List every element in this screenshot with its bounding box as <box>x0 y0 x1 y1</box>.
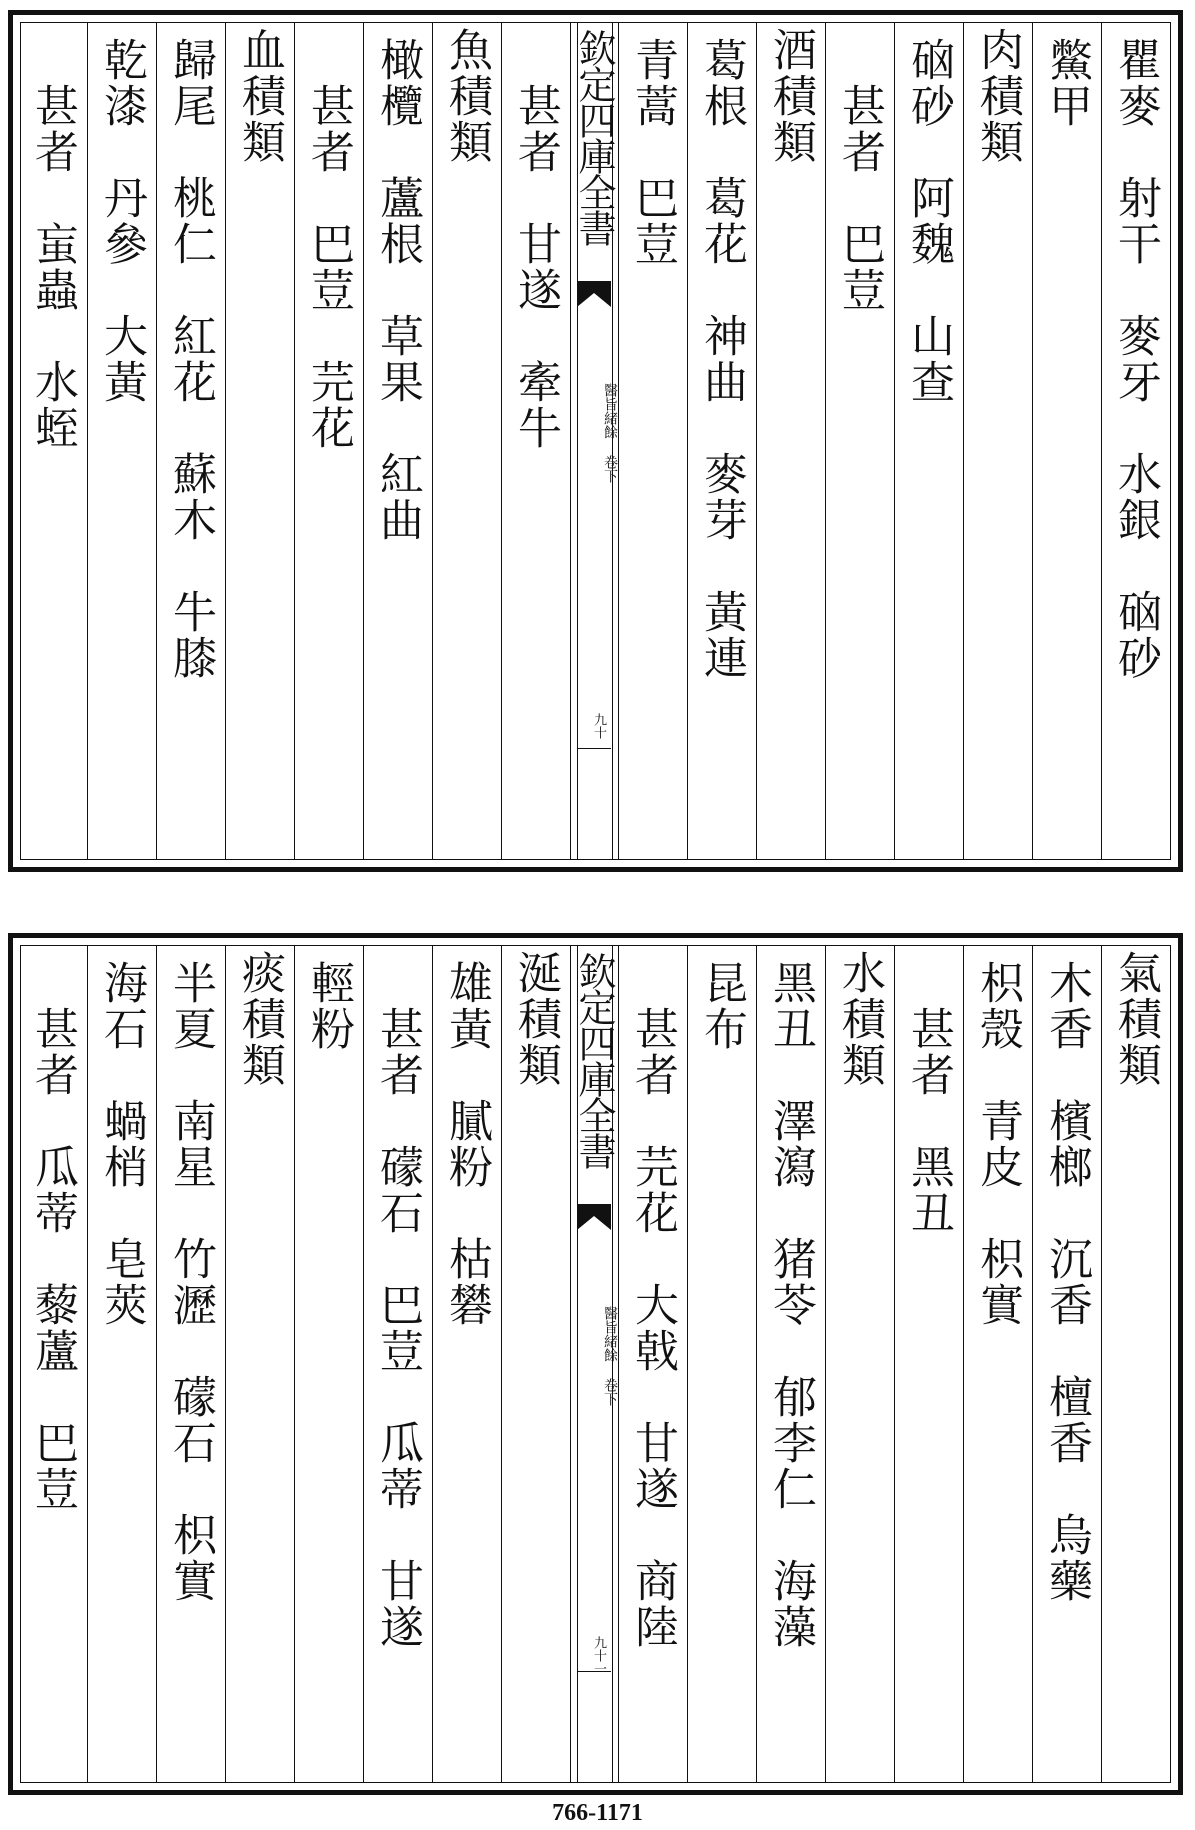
ingredient-line: 甚者 䖟蟲 水蛭 <box>27 83 78 451</box>
text-column <box>894 946 963 1782</box>
text-column <box>363 23 432 859</box>
category-heading: 血積類 <box>234 27 285 165</box>
text-column <box>618 946 687 1782</box>
category-heading: 水積類 <box>834 950 885 1088</box>
center-subtitle: 醫旨緒餘 卷下 <box>602 1306 618 1406</box>
ingredient-line: 甚者 礞石 巴荳 瓜蒂 甘遂 <box>372 1006 423 1650</box>
center-subtitle: 醫旨緒餘 卷下 <box>602 383 618 483</box>
page-bottom <box>8 933 1183 1795</box>
text-column <box>825 23 894 859</box>
center-fold <box>570 23 618 859</box>
text-column <box>432 946 501 1782</box>
text-column <box>294 946 363 1782</box>
ingredient-line: 甚者 巴荳 芫花 <box>303 83 354 451</box>
text-column <box>432 23 501 859</box>
category-heading: 痰積類 <box>234 950 285 1088</box>
ingredient-line: 枳殼 青皮 枳實 <box>972 960 1023 1328</box>
text-column <box>294 23 363 859</box>
folio-number: 九十 <box>591 713 606 739</box>
ingredient-line: 硇砂 阿魏 山查 <box>903 37 954 405</box>
text-column <box>363 946 432 1782</box>
text-column <box>156 23 225 859</box>
folio-rule <box>577 748 611 749</box>
text-column <box>687 23 756 859</box>
fishtail-mark-icon <box>577 281 611 307</box>
category-heading: 涎積類 <box>510 950 561 1088</box>
text-column <box>1101 946 1170 1782</box>
ingredient-line: 半夏 南星 竹瀝 礞石 枳實 <box>165 960 216 1604</box>
text-column <box>618 23 687 859</box>
ingredient-line: 青蒿 巴荳 <box>627 37 678 267</box>
text-column <box>1032 946 1101 1782</box>
ingredient-line: 輕粉 <box>303 960 354 1052</box>
center-title: 欽定四庫全書 <box>572 29 616 245</box>
text-column <box>501 23 570 859</box>
page-caption: 766-1171 <box>552 1800 643 1826</box>
text-columns <box>21 946 1170 1782</box>
ingredient-line: 歸尾 桃仁 紅花 蘇木 牛膝 <box>165 37 216 681</box>
text-column <box>225 23 294 859</box>
text-column <box>756 946 825 1782</box>
text-column <box>18 946 87 1782</box>
page-frame <box>20 22 1171 860</box>
ingredient-line: 甚者 瓜蒂 藜蘆 巴荳 <box>27 1006 78 1512</box>
ingredient-line: 海石 蝸梢 皂莢 <box>96 960 147 1328</box>
text-column <box>1101 23 1170 859</box>
text-columns <box>21 23 1170 859</box>
ingredient-line: 甚者 甘遂 牽牛 <box>510 83 561 451</box>
ingredient-line: 甚者 黑丑 <box>903 1006 954 1236</box>
center-fold <box>570 946 618 1782</box>
category-heading: 氣積類 <box>1110 950 1161 1088</box>
text-column <box>894 23 963 859</box>
folio-rule <box>577 1671 611 1672</box>
text-column <box>501 946 570 1782</box>
ingredient-line: 瞿麥 射干 麥牙 水銀 硇砂 <box>1110 37 1161 681</box>
text-column <box>963 23 1032 859</box>
category-heading: 酒積類 <box>765 27 816 165</box>
text-column <box>825 946 894 1782</box>
text-column <box>756 23 825 859</box>
ingredient-line: 甚者 芫花 大戟 甘遂 商陸 <box>627 1006 678 1650</box>
page-top <box>8 10 1183 872</box>
ingredient-line: 昆布 <box>696 960 747 1052</box>
category-heading: 魚積類 <box>441 27 492 165</box>
ingredient-line: 黑丑 澤瀉 猪苓 郁李仁 海藻 <box>765 960 816 1650</box>
ingredient-line: 葛根 葛花 神曲 麥芽 黃連 <box>696 37 747 681</box>
text-column <box>963 946 1032 1782</box>
text-column <box>87 946 156 1782</box>
ingredient-line: 木香 檳榔 沉香 檀香 烏藥 <box>1041 960 1092 1604</box>
center-title: 欽定四庫全書 <box>572 952 616 1168</box>
page-frame <box>20 945 1171 1783</box>
text-column <box>1032 23 1101 859</box>
text-column <box>18 23 87 859</box>
ingredient-line: 雄黃 膩粉 枯礬 <box>441 960 492 1328</box>
fishtail-mark-icon <box>577 1204 611 1230</box>
folio-number: 九十一 <box>591 1636 606 1675</box>
text-column <box>156 946 225 1782</box>
text-column <box>87 23 156 859</box>
ingredient-line: 甚者 巴荳 <box>834 83 885 313</box>
ingredient-line: 乾漆 丹參 大黃 <box>96 37 147 405</box>
text-column <box>225 946 294 1782</box>
ingredient-line: 橄欖 蘆根 草果 紅曲 <box>372 37 423 543</box>
ingredient-line: 鱉甲 <box>1041 37 1092 129</box>
text-column <box>687 946 756 1782</box>
category-heading: 肉積類 <box>972 27 1023 165</box>
